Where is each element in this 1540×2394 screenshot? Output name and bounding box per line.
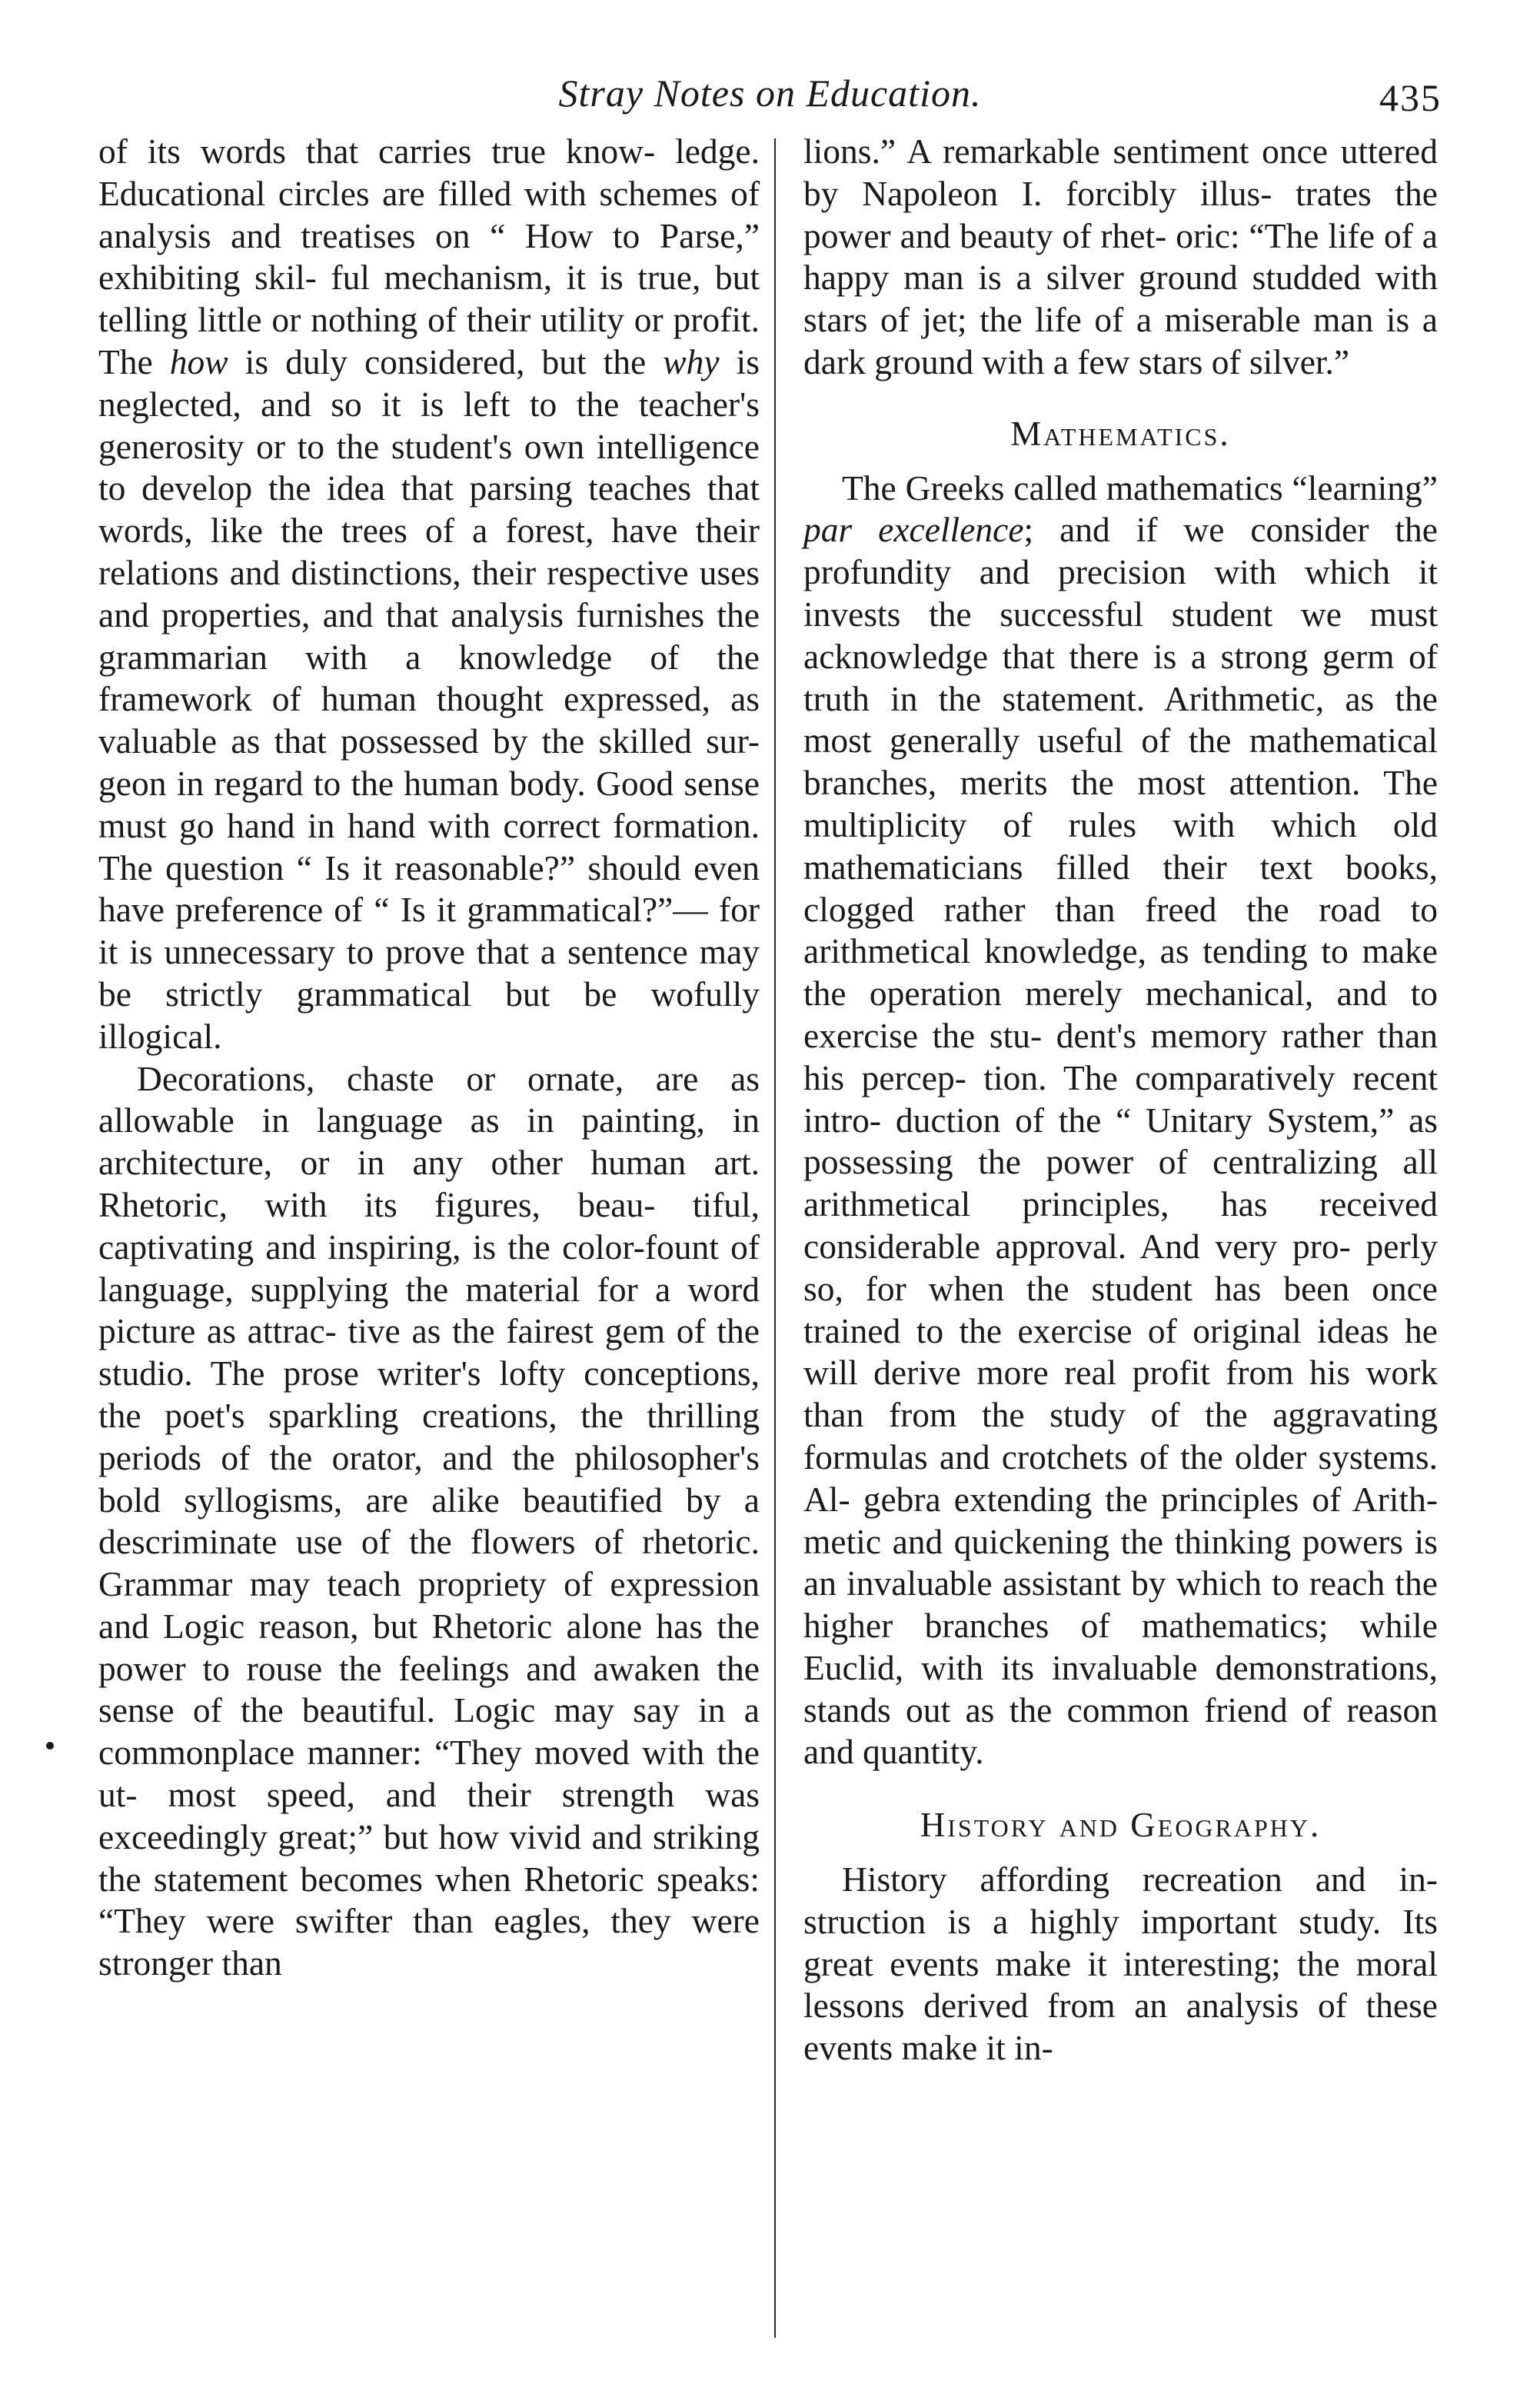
italic-par-excellence: par excellence xyxy=(803,510,1024,550)
italic-how: how xyxy=(169,341,228,381)
paragraph-parsing-end: is neglected, and so it is left to the teacher's generosity or to the student's own intelligence to develop the idea that parsing teaches that words, like the trees of a forest, have their relations and distinctions, their respective uses and properties, and that analysis furnishes the grammarian with a knowledge of the framework of human thought expressed, as valuable as that possessed by the skilled sur- geon in regard to the human body. Good sense must go hand in hand with correct formation. The question “ Is it reasonable?” should even have preference of “ Is it grammatical?”— for it is unnecessary to prove that a sentence may be strictly grammatical but be wofully illogical. xyxy=(98,341,760,1056)
heading-history-geography: History and Geography. xyxy=(920,1806,1322,1845)
paragraph-mathematics-end: ; and if we consider the profundity and precision with which it invests the successful student we must acknowledge that there is a strong germ of truth in the statement. Arithmetic, as the most generally useful of the mathematical branches, merits the most attention. The multiplicity of rules with which old mathematicians filled their text books, clogged rather than freed the road to arithmetical knowledge, as tending to make the operation merely mechanical, and to exercise the stu- dent's memory rather than his percep- tion. The comparatively recent intro- duction of the “ Unitary System,” as possessing the power of centralizing all arithmetical principles, has received considerable approval. And very pro- perly so, for when the student has been once trained to the exercise of original ideas he will derive more real profit from his work than from the study of the aggravating formulas and crotchets of the older systems. Al- gebra extending the principles of Arith- metic and quickening the thinking powers is an invaluable assistant by which to reach the higher branches of mathematics; while Euclid, with its invaluable demonstrations, stands out as the common friend of reason and quantity. xyxy=(803,510,1438,1772)
paragraph-napoleon: lions.” A remarkable sentiment once uttered by Napoleon I. forcibly illus- trates the power and beauty of rhet- oric: “The life of a happy man is a silver ground studded with stars of jet; the life of a miserable man is a dark ground with a few stars of silver.” xyxy=(803,132,1438,381)
right-column xyxy=(803,131,1438,2069)
running-head xyxy=(0,66,1540,120)
paragraph-parsing xyxy=(98,131,760,1058)
paragraph-mathematics xyxy=(803,468,1438,1774)
column-divider xyxy=(774,138,776,2338)
italic-why: why xyxy=(663,341,720,381)
margin-dot xyxy=(46,1742,54,1750)
paragraph-parsing-mid: is duly considered, but the xyxy=(228,341,664,381)
paragraph-mathematics-start: The Greeks called mathematics “learning” xyxy=(842,468,1438,508)
paragraph-rhetoric: Decorations, chaste or ornate, are as allowable in language as in painting, in architecture, or in any other human art. Rhetoric, with its figures, beau- tiful, captivating and inspiring, is the color-fount of language, supplying the material for a word picture as attrac- tive as the fairest gem of the studio. The prose writer's lofty conceptions, the poet's sparkling creations, the thrilling periods of the orator, and the philosopher's bold syllogisms, are alike beautified by a descriminate use of the flowers of rhetoric. Grammar may teach propriety of expression and Logic reason, but Rhetoric alone has the power to rouse the feelings and awaken the sense of the beautiful. Logic may say in a commonplace manner: “They moved with the ut- most speed, and their strength was exceedingly great;” but how vivid and striking the statement becomes when Rhetoric speaks: “They were swifter than eagles, they were stronger than xyxy=(98,1058,760,1983)
heading-mathematics: Mathematics. xyxy=(1010,414,1231,453)
left-column xyxy=(98,131,760,1985)
paragraph-parsing-start: of its words that carries true know- ledge. Educational circles are filled with schemes of analysis and treatises on “ How to Parse,” exhibiting skil- ful mechanism, it is true, but telling little or nothing of their utility or profit. The xyxy=(98,132,760,381)
running-title: Stray Notes on Education. xyxy=(558,72,982,115)
paragraph-history: History affording recreation and in- struction is a highly important study. Its great events make it interesting; the moral lessons derived from an analysis of these events make it in- xyxy=(803,1860,1438,2068)
page-number: 435 xyxy=(1379,76,1442,119)
